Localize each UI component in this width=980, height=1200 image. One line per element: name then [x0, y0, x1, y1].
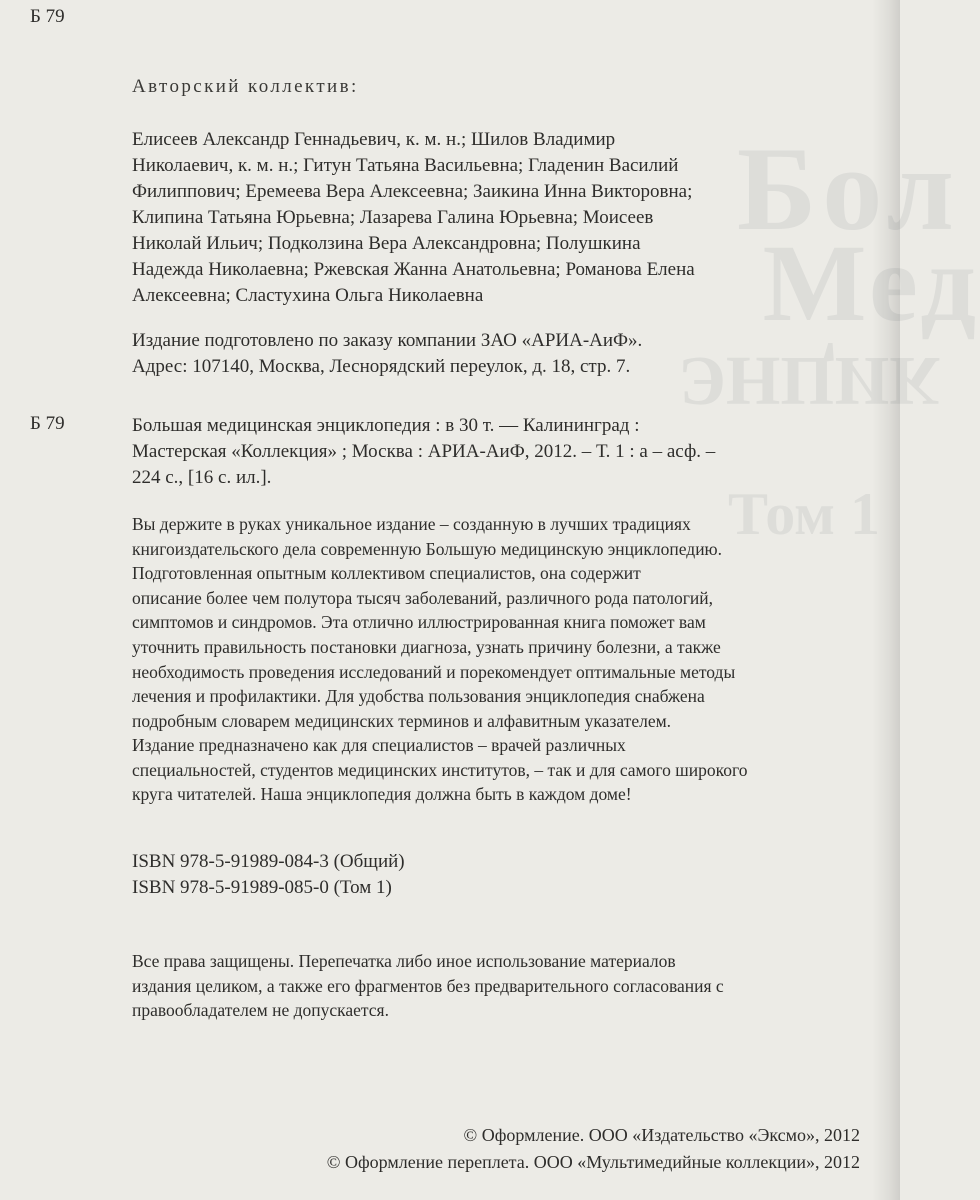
catalog-code-top: Б 79 — [30, 6, 65, 27]
annotation-line: Подготовленная опытным коллективом специалистов, она содержит — [132, 563, 641, 584]
rights-line: издания целиком, а также его фрагментов без предварительного согласования с — [132, 975, 724, 996]
authors-line: Николай Ильич; Подколзина Вера Александровна; Полушкина — [132, 233, 641, 254]
show-through-text: Том 1 — [727, 481, 880, 547]
annotation-line: книгоиздательского дела современную Большую медицинскую энциклопедию. — [132, 538, 723, 559]
authors-line: Надежда Николаевна; Ржевская Жанна Анатольевна; Романова Елена — [132, 259, 695, 280]
publisher-note-line: Издание подготовлено по заказу компании ЗАО «АРИА-АиФ». — [132, 330, 643, 351]
authors-line: Алексеевна; Сластухина Ольга Николаевна — [132, 285, 484, 306]
annotation-line: лечения и профилактики. Для удобства пользования энциклопедия снабжена — [132, 686, 705, 707]
audience-line: Издание предназначено как для специалистов – врачей различных — [132, 735, 626, 755]
isbn-general: ISBN 978-5-91989-084-3 (Общий) — [132, 851, 405, 872]
annotation-line: необходимость проведения исследований и порекомендует оптимальные методы — [132, 661, 736, 682]
publisher-address-line: Адрес: 107140, Москва, Леснорядский переулок, д. 18, стр. 7. — [132, 356, 631, 377]
audience-paragraph — [132, 733, 847, 807]
authors-list — [132, 127, 832, 309]
isbn-volume: ISBN 978-5-91989-085-0 (Том 1) — [132, 877, 392, 898]
biblio-line: Большая медицинская энциклопедия : в 30 т. — Калининград : — [132, 415, 640, 436]
page-spine-shadow — [872, 0, 900, 1200]
credit-binding: © Оформление переплета. ООО «Мультимедийные коллекции», 2012 — [326, 1152, 860, 1172]
annotation-line: уточнить правильность постановки диагноза, узнать причину болезни, а также — [132, 636, 721, 657]
publisher-note — [132, 328, 852, 380]
bibliographic-record — [132, 413, 852, 491]
annotation-line: подробным словарем медицинских терминов и алфавитным указателем. — [132, 710, 672, 731]
rights-notice — [132, 949, 847, 1023]
audience-line: специальностей, студентов медицинских институтов, – так и для самого широкого — [132, 759, 748, 780]
authors-line: Клипина Татьяна Юрьевна; Лазарева Галина Юрьевна; Моисеев — [132, 207, 654, 228]
authors-line: Николаевич, к. м. н.; Гитун Татьяна Васильевна; Гладенин Василий — [132, 155, 679, 176]
authors-line: Елисеев Александр Геннадьевич, к. м. н.; Шилов Владимир — [132, 129, 616, 150]
rights-line: правообладателем не допускается. — [132, 1000, 389, 1021]
annotation-line: описание более чем полутора тысяч заболеваний, различного рода патологий, — [132, 587, 713, 608]
show-through-text: ЭНЦИК — [678, 342, 940, 419]
catalog-code-side: Б 79 — [30, 413, 65, 434]
isbn-block — [132, 849, 832, 901]
authors-heading: Авторский коллектив: — [132, 76, 359, 97]
show-through-text: Бол — [736, 122, 960, 255]
audience-line: круга читателей. Наша энциклопедия должна быть в каждом доме! — [132, 784, 632, 805]
annotation-line: симптомов и синдромов. Эта отлично иллюстрированная книга поможет вам — [132, 612, 706, 633]
annotation-paragraph — [132, 512, 847, 733]
copyright-credits — [327, 1122, 860, 1176]
authors-line: Филиппович; Еремеева Вера Алексеевна; Заикина Инна Викторовна; — [132, 181, 693, 202]
biblio-line: 224 с., [16 с. ил.]. — [132, 467, 272, 488]
credit-design: © Оформление. ООО «Издательство «Эксмо», 2012 — [463, 1125, 860, 1145]
annotation-line: Вы держите в руках уникальное издание – созданную в лучших традициях — [132, 514, 691, 534]
rights-line: Все права защищены. Перепечатка либо иное использование материалов — [132, 951, 676, 971]
biblio-line: Мастерская «Коллекция» ; Москва : АРИА-АиФ, 2012. – Т. 1 : а – асф. – — [132, 441, 716, 462]
